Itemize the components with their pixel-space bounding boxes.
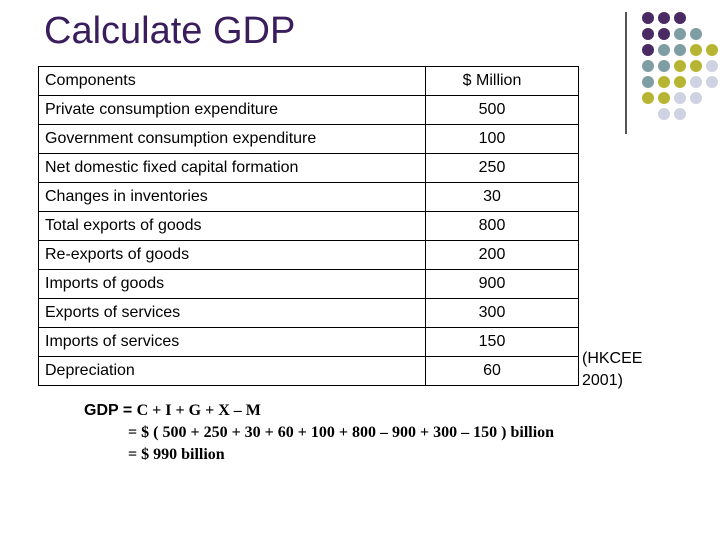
dot	[674, 28, 686, 40]
value-cell: 250	[426, 154, 579, 183]
dot	[706, 44, 718, 56]
table-row	[39, 154, 579, 183]
table-row	[39, 183, 579, 212]
dot	[642, 28, 654, 40]
component-cell: Government consumption expenditure	[39, 125, 426, 154]
component-cell: Imports of services	[39, 328, 426, 357]
dot	[674, 44, 686, 56]
slide-title: Calculate GDP	[44, 10, 296, 52]
dot	[642, 12, 654, 24]
gdp-components-table	[38, 66, 579, 386]
component-cell: Imports of goods	[39, 270, 426, 299]
table-header-row	[39, 67, 579, 96]
table-row	[39, 270, 579, 299]
value-cell: 60	[426, 357, 579, 386]
gdp-formula	[84, 400, 554, 466]
value-cell: 300	[426, 299, 579, 328]
dot	[690, 44, 702, 56]
table-row	[39, 357, 579, 386]
dot	[658, 76, 670, 88]
formula-line	[84, 400, 554, 422]
dot	[658, 28, 670, 40]
component-cell: Private consumption expenditure	[39, 96, 426, 125]
dot	[642, 60, 654, 72]
value-cell: 800	[426, 212, 579, 241]
component-cell: Re-exports of goods	[39, 241, 426, 270]
component-cell: Net domestic fixed capital formation	[39, 154, 426, 183]
dot	[642, 76, 654, 88]
value-cell: 30	[426, 183, 579, 212]
component-cell: Depreciation	[39, 357, 426, 386]
formula-calculation: = $ ( 500 + 250 + 30 + 60 + 100 + 800 – 900 + 300 – 150 ) billion	[128, 424, 555, 441]
header-million: $ Million	[426, 67, 579, 96]
component-cell: Changes in inventories	[39, 183, 426, 212]
dot	[690, 28, 702, 40]
dot	[658, 108, 670, 120]
dot	[658, 44, 670, 56]
dot	[690, 92, 702, 104]
dot	[674, 76, 686, 88]
component-cell: Exports of services	[39, 299, 426, 328]
value-cell: 100	[426, 125, 579, 154]
table-row	[39, 241, 579, 270]
formula-lead: GDP =	[84, 402, 137, 419]
dot	[642, 92, 654, 104]
dot	[658, 92, 670, 104]
dot	[706, 60, 718, 72]
dot	[706, 76, 718, 88]
component-cell: Total exports of goods	[39, 212, 426, 241]
dot	[674, 92, 686, 104]
dot	[674, 12, 686, 24]
source-line: 2001)	[582, 372, 623, 389]
value-cell: 150	[426, 328, 579, 357]
dot	[658, 60, 670, 72]
table-row	[39, 125, 579, 154]
formula-result: = $ 990 billion	[128, 446, 225, 463]
table-row	[39, 328, 579, 357]
formula-expression: C + I + G + X – M	[136, 402, 261, 419]
table-row	[39, 299, 579, 328]
dot	[658, 12, 670, 24]
header-components: Components	[39, 67, 426, 96]
source-citation	[582, 348, 642, 392]
value-cell: 200	[426, 241, 579, 270]
dot	[674, 60, 686, 72]
dot	[642, 44, 654, 56]
source-line: (HKCEE	[582, 350, 643, 367]
dot	[674, 108, 686, 120]
dot	[690, 76, 702, 88]
value-cell: 900	[426, 270, 579, 299]
value-cell: 500	[426, 96, 579, 125]
dot	[690, 60, 702, 72]
table-row	[39, 212, 579, 241]
table-row	[39, 96, 579, 125]
